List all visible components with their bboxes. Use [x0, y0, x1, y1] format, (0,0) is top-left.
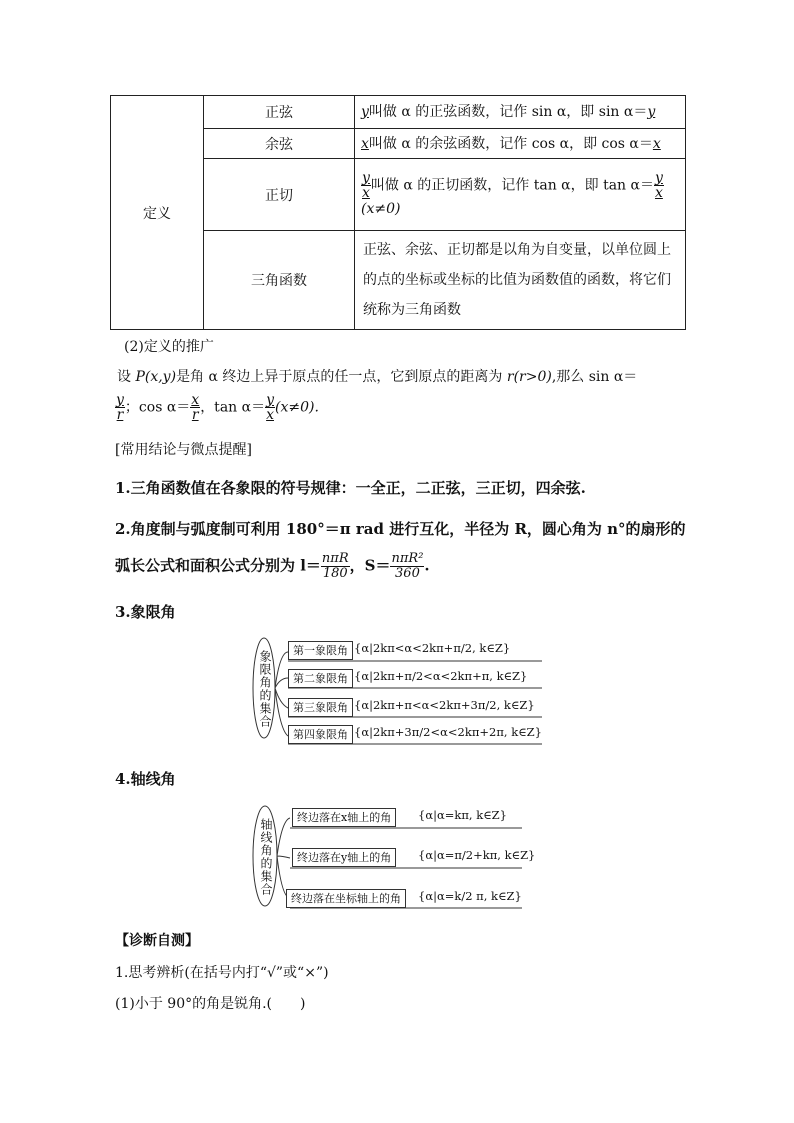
quadrant-3-set: {α|2kπ+π<α<2kπ+3π/2, k∈Z} [354, 698, 535, 712]
axis-set-label: 轴线角的集合 [259, 818, 273, 896]
row-desc-tangent: $\frac{y}{x}$ 叫做 α 的正切函数，记作 tan α，即 tan α＝ $\frac{y}{x}$ (x≠0) [355, 159, 686, 231]
axis-both-label: 终边落在坐标轴上的角 [286, 889, 406, 908]
point-2b: 弧长公式和面积公式分别为 l＝ $\frac{\text{nπR}}{180}$ ，S＝ $\frac{\text{nπR²}}{360}$ . [115, 551, 430, 581]
question-1-1: (1)小于 90°的角是锐角.( ) [115, 996, 306, 1012]
table-group-label: 定义 [111, 96, 204, 330]
row-desc-cosine: x叫做 α 的余弦函数，记作 cos α，即 cos α＝x [355, 129, 686, 159]
row-name-sine: 正弦 [204, 96, 355, 129]
question-1: 1.思考辨析(在括号内打“√”或“×”) [115, 965, 329, 981]
axis-both-set: {α|α=k/2 π, k∈Z} [418, 889, 522, 903]
quadrant-4-label: 第四象限角 [288, 725, 353, 744]
generalization-text: 设 P(x,y)是角 α 终边上异于原点的任一点，它到原点的距离为 r(r>0),那么 sin α＝ [117, 369, 638, 385]
point-3: 3.象限角 [115, 603, 176, 621]
quadrant-3-label: 第三象限角 [288, 698, 353, 717]
point-2a: 2.角度制与弧度制可利用 180°＝π rad 进行互化，半径为 R，圆心角为 n°的扇形的 [115, 520, 686, 538]
row-desc-sine: y叫做 α 的正弦函数，记作 sin α，即 sin α＝y [355, 96, 686, 129]
quadrant-1-set: {α|2kπ<α<2kπ+π/2, k∈Z} [354, 641, 511, 655]
row-name-trig-functions: 三角函数 [204, 231, 355, 330]
row-desc-trig-functions: 正弦、余弦、正切都是以角为自变量，以单位圆上的点的坐标或坐标的比值为函数值的函数，将它们统称为三角函数 [355, 231, 686, 330]
remind-heading: [常用结论与微点提醒] [115, 442, 252, 458]
section-heading-generalization: (2)定义的推广 [124, 339, 214, 355]
row-name-tangent: 正切 [204, 159, 355, 231]
axis-y-label: 终边落在y轴上的角 [292, 848, 396, 867]
quadrant-4-set: {α|2kπ+3π/2<α<2kπ+2π, k∈Z} [354, 725, 542, 739]
quadrant-set-label: 象限角的集合 [258, 650, 272, 728]
test-heading: 【诊断自测】 [115, 933, 199, 949]
point-4: 4.轴线角 [115, 770, 176, 788]
quadrant-2-set: {α|2kπ+π/2<α<2kπ+π, k∈Z} [354, 669, 528, 683]
definition-table [110, 95, 686, 330]
axis-y-set: {α|α=π/2+kπ, k∈Z} [418, 848, 536, 862]
point-1: 1.三角函数值在各象限的符号规律：一全正，二正弦，三正切，四余弦. [115, 479, 586, 497]
axis-x-label: 终边落在x轴上的角 [292, 808, 396, 827]
generalization-formulas: $\frac{y}{r}$ ；cos α＝ $\frac{x}{r}$ ，tan α＝ $\frac{y}{x}$ (x≠0). [116, 392, 319, 423]
quadrant-1-label: 第一象限角 [288, 641, 353, 660]
row-name-cosine: 余弦 [204, 129, 355, 159]
axis-x-set: {α|α=kπ, k∈Z} [418, 808, 507, 822]
quadrant-2-label: 第二象限角 [288, 669, 353, 688]
